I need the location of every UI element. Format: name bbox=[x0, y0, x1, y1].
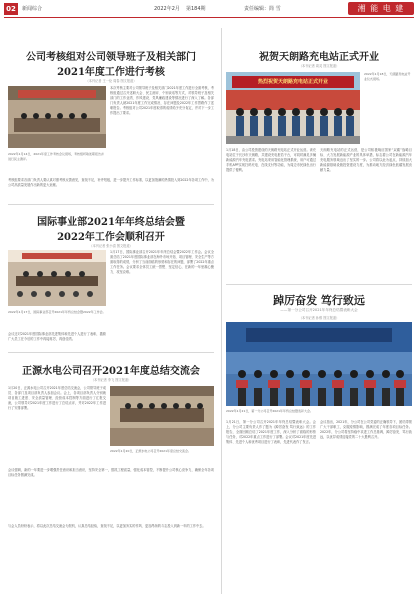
article-5-subtitle: ——第一分公司召开2021年年终总结暨表彰大会 bbox=[280, 308, 358, 312]
article-4-title: 祝贺天朗路充电站正式开业 bbox=[259, 52, 379, 63]
article-4-photo bbox=[226, 72, 360, 144]
article-4-byline: （本刊记者 周灵 图文报道） bbox=[298, 64, 340, 68]
article-1-title-line1: 公司考核组对公司领导班子及相关部门 bbox=[26, 52, 196, 63]
article-3-body-3: 与会人员纷纷表示，将以此次总结交流会为契机，认真总结经验，查找不足，以更加务实的作风、更加昂扬的斗志投入到新一年的工作中去。 bbox=[8, 524, 206, 528]
editor-credit: 责任编辑：简 雪 bbox=[244, 6, 281, 12]
section-name: 新闻综合 bbox=[22, 6, 43, 12]
article-separator bbox=[8, 352, 214, 353]
article-1-body-2: 考核组要求各部门负责人要认真对照考核反馈意见，查找不足，补齐短板，进一步提升工作标准，以更加饱满的热情投入到2022年各项工作中，为公司高质量发展作出新的更大贡献。 bbox=[8, 178, 214, 187]
newspaper-logo: 湘 能 电 建 bbox=[348, 2, 414, 15]
article-1-body-1: 本次考核主要对公司领导班子及相关部门2021年度工作进行全面考核，考核组通过召开述职大会、民主测评、个别谈话等方式，对领导班子及相关部门的工作业绩、作风建设、党风廉政建设等情况进行了深入了解。各部门负责人就2021年度工作完成情况、存在问题及2022年工作思路作了述职报告。考核组对公司2021年度取得的成绩给予充分肯定，并对下一步工作提出了要求。 bbox=[110, 86, 214, 115]
article-2-body-1: 1月17日，国际事业部召开2021年年终总结会暨2022年工作会。会议全面总结了2021年度国际事业部在海外市场开拓、项目管理、安全生产等方面取得的成绩，分析了当前面临的形势和存在的问题，部署了2022年重点工作任务。会议要求全体员工统一思想、坚定信心，在新的一年里凝心聚力、攻坚克难。 bbox=[110, 250, 214, 274]
article-2-title-line2: 2022年工作会顺利召开 bbox=[57, 232, 165, 243]
article-4-body-1: 1月18日，由公司投资建设的天朗路充电站正式开业运营。该充电站位于长沙市天朗路，共建设充电桩若干台，可同时满足多辆新能源汽车充电需求。充电站采用智能化管理系统，用户可通过手机APP实现扫码充电、在线支付等功能，为周边市民绿色出行提供了便利。 bbox=[226, 148, 316, 172]
article-4-photo-caption: 2022年1月18日，天朗路充电站开业仪式现场。 bbox=[364, 72, 411, 81]
article-2-photo-caption: 2022年1月17日，国际事业部召开2021年年终总结会暨2022年工作会。 bbox=[8, 310, 106, 314]
article-1-byline: （本刊记者 王一伦 周春 图文报道） bbox=[85, 79, 137, 83]
header-divider bbox=[4, 17, 414, 18]
article-separator bbox=[226, 284, 412, 285]
article-3-photo-caption: 2022年1月20日，正源水电公司召开2021年度总结交流会。 bbox=[110, 449, 191, 453]
article-5-body-2: 会议指出，2021年，分公司在公司党委的正确领导下，团结带领广大干部职工，克服疫情影响，圆满完成了年度各项目标任务。2022年，分公司将坚持稳中求进工作总基调，踔厉奋发、笃行致远，以优异成绩迎接党的二十大胜利召开。 bbox=[320, 420, 412, 439]
article-1-title-line2: 2021年度工作进行考核 bbox=[57, 67, 165, 78]
meeting-room-image bbox=[8, 86, 106, 148]
article-5-body-1: 1月21日，第一分公司召开2021年年终总结暨表彰大会。会上，分公司主要负责人作了题为《踔厉奋发 笃行致远》的工作报告，全面回顾总结了2021年度工作，深入分析了面临的形势与任务，对2022年重点工作进行了部署。会议对2021年度先进集体、先进个人和优秀项目进行了表彰，先进代表作了发言。 bbox=[226, 420, 316, 444]
article-5-photo-caption: 2022年1月21日，第一分公司召开2021年年终总结暨表彰大会。 bbox=[226, 409, 313, 413]
article-3-photo bbox=[110, 386, 214, 446]
article-3-body-2: 会议强调，新的一年要进一步增强责任意识和担当意识，坚持安全第一，狠抓工程质量，强化成本管控，不断提升公司核心竞争力，确保全年各项目标任务圆满完成。 bbox=[8, 468, 214, 477]
issue-number: 第184期 bbox=[186, 6, 206, 12]
article-1-photo bbox=[8, 86, 106, 148]
article-2-title-line1: 国际事业部2021年年终总结会暨 bbox=[37, 217, 185, 228]
article-2-photo bbox=[8, 250, 106, 306]
article-4-body-2: 天朗路充电站的正式运营，是公司积极响应国家“双碳”战略目标、大力发展新能源产业的具体举措，标志着公司在新能源汽车充电服务领域迈出了坚实的一步。公司将以此为起点，持续加大新能源基础设施投资建设力度，为推动地方经济绿色低碳发展贡献力量。 bbox=[320, 148, 412, 172]
opening-banner: 热烈祝贺天朗路充电站正式开业 bbox=[232, 78, 354, 87]
article-2-byline: （本刊记者 张小清 图文报道） bbox=[89, 244, 133, 248]
article-5-byline: （本刊记者 孙维 图文报道） bbox=[298, 316, 340, 320]
article-2-body-2: 会议还对2021年度国际事业部先进集体和先进个人进行了表彰，激励广大员工在今后的工作中再接再厉，再创佳绩。 bbox=[8, 332, 106, 341]
article-1-photo-caption: 2022年1月14日，2021年度工作考核会议现场，考核组听取述职报告并进行民主测评。 bbox=[8, 152, 104, 161]
article-separator bbox=[8, 204, 214, 205]
conference-image bbox=[8, 250, 106, 306]
article-3-byline: （本刊记者 李飞 图文报道） bbox=[90, 378, 132, 382]
article-3-title: 正源水电公司召开2021年度总结交流会 bbox=[22, 366, 200, 377]
article-3-body-1: 1月20日，正源水电公司召开2021年度总结交流会，公司领导班子成员、各部门及项目部负责人参加会议。会上，各项目部负责人分别就项目施工进度、安全质量管理、经营成本控制等方面进行了汇报交流，公司领导对2021年度工作进行了总结点评，并对2022年工作进行了安排部署。 bbox=[8, 386, 106, 410]
seminar-image bbox=[110, 386, 214, 446]
page-number: 02 bbox=[4, 3, 18, 15]
article-5-title: 踔厉奋发 笃行致远 bbox=[273, 294, 365, 307]
column-divider bbox=[221, 28, 222, 594]
issue-date: 2022年2月 bbox=[154, 6, 180, 12]
page-header bbox=[4, 3, 414, 17]
article-5-photo bbox=[226, 322, 412, 406]
award-ceremony-image bbox=[226, 322, 412, 406]
